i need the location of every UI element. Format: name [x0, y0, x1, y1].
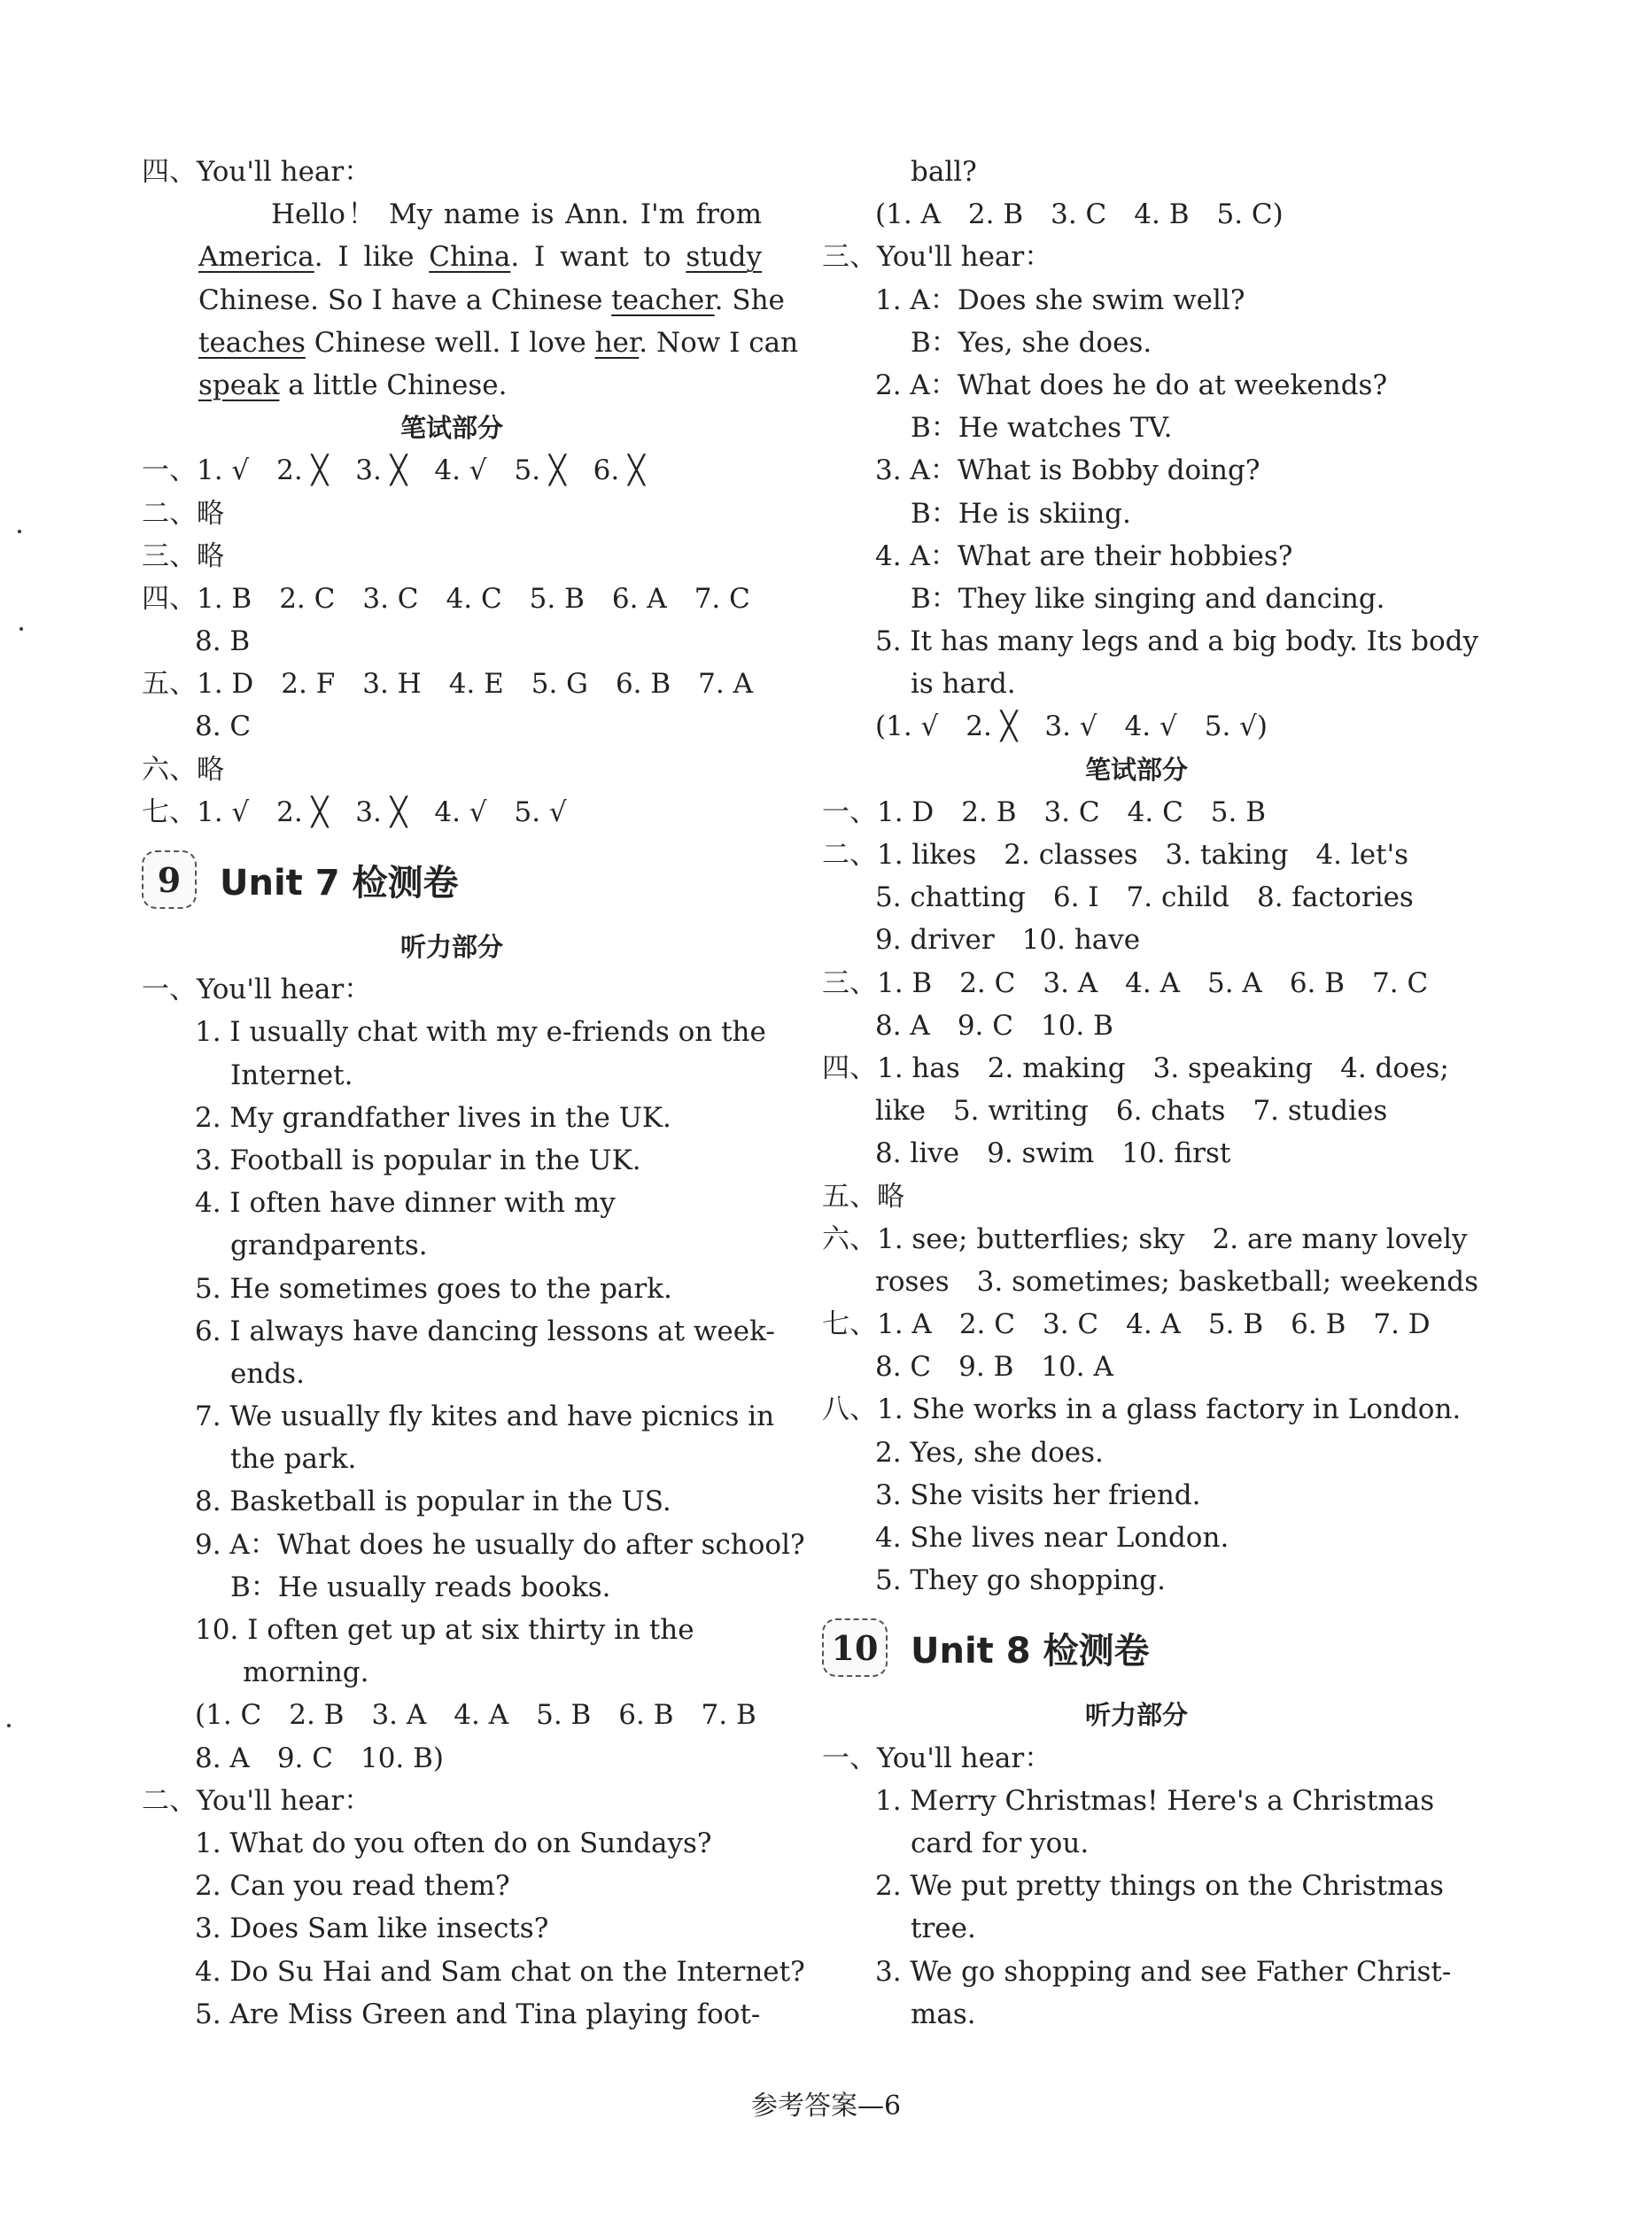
- list-item-cont: morning.: [243, 1656, 369, 1689]
- right-column: [822, 151, 1479, 2036]
- list-item: 8. Basketball is popular in the US.: [195, 1486, 671, 1518]
- list-item: 2. A：What does he do at weekends?: [875, 369, 1388, 401]
- list-item-cont: B：They like singing and dancing.: [911, 582, 1385, 615]
- answer-line: 八、1. She works in a glass factory in London.: [822, 1393, 1462, 1426]
- answer-line: 8. A 9. C 10. B): [195, 1742, 444, 1774]
- list-item: 2. We put pretty things on the Christmas: [875, 1870, 1444, 1903]
- answer-line: 8. B: [195, 625, 251, 658]
- list-item: 5. He sometimes goes to the park.: [195, 1272, 672, 1305]
- answer-line: 六、略: [142, 753, 224, 786]
- list-item: 3. Does Sam like insects?: [195, 1913, 549, 1945]
- list-item: 3. We go shopping and see Father Christ-: [875, 1955, 1452, 1988]
- list-item-cont: tree.: [911, 1913, 976, 1945]
- answer-line: 一、1. √ 2. ╳ 3. ╳ 4. √ 5. ╳ 6. ╳: [142, 454, 645, 487]
- left-column: [142, 151, 805, 2036]
- list-item: 4. I often have dinner with my: [195, 1187, 616, 1220]
- answer-line: (1. √ 2. ╳ 3. √ 4. √ 5. √): [875, 710, 1268, 743]
- answer-line: 8. A 9. C 10. B: [875, 1009, 1113, 1042]
- list-item-cont: the park.: [230, 1443, 357, 1476]
- section-heading: 二、You'll hear：: [142, 1784, 372, 1817]
- passage-line: America. I like China. I want to study: [198, 241, 763, 274]
- answer-line: 七、1. √ 2. ╳ 3. ╳ 4. √ 5. √: [142, 795, 567, 828]
- answer-line: 七、1. A 2. C 3. C 4. A 5. B 6. B 7. D: [822, 1308, 1431, 1341]
- list-item-cont: mas.: [911, 1998, 976, 2030]
- underlined-word: study: [686, 241, 763, 274]
- list-item-cont: Internet.: [230, 1059, 353, 1091]
- underlined-word: her: [594, 326, 640, 359]
- underlined-word: America: [198, 241, 314, 274]
- answer-line: 三、略: [142, 539, 224, 572]
- answer-line: 四、1. has 2. making 3. speaking 4. does;: [822, 1051, 1449, 1084]
- answer-line: 2. Yes, she does.: [875, 1436, 1104, 1469]
- listening-heading: 听力部分: [1084, 1700, 1188, 1731]
- list-item: 1. I usually chat with my e-friends on the: [195, 1016, 766, 1049]
- unit-7-header: [142, 834, 762, 926]
- answer-line: 8. C: [195, 710, 252, 743]
- passage-line: Chinese. So I have a Chinese teacher. She: [198, 283, 785, 316]
- passage-line: teaches Chinese well. I love her. Now I can: [198, 326, 799, 359]
- list-item: 5. It has many legs and a big body. Its body: [875, 625, 1479, 658]
- list-item-cont: card for you.: [911, 1827, 1090, 1859]
- list-item-cont: ball?: [911, 156, 977, 188]
- answer-line: 五、略: [822, 1180, 904, 1213]
- list-item-cont: grandparents.: [230, 1230, 428, 1262]
- section-heading: 三、You'll hear：: [822, 241, 1052, 274]
- unit-number-badge: 10: [822, 1618, 888, 1677]
- list-item: 10. I often get up at six thirty in the: [195, 1614, 694, 1646]
- unit-title: Unit 8 检测卷: [911, 1630, 1150, 1672]
- answer-line: (1. C 2. B 3. A 4. A 5. B 6. B 7. B: [195, 1699, 756, 1732]
- answer-line: 二、1. likes 2. classes 3. taking 4. let's: [822, 839, 1409, 871]
- list-item: 9. A：What does he usually do after school?: [195, 1528, 805, 1561]
- list-item: 7. We usually fly kites and have picnics in: [195, 1400, 775, 1433]
- answer-line: 二、略: [142, 497, 224, 530]
- list-item-cont: B：He is skiing.: [911, 497, 1131, 530]
- margin-dot: [7, 1724, 11, 1727]
- section-heading: 一、You'll hear：: [822, 1742, 1052, 1774]
- margin-dot: [18, 530, 21, 533]
- answer-line: 9. driver 10. have: [875, 924, 1141, 957]
- list-item-cont: B：Yes, she does.: [911, 326, 1152, 359]
- list-item: 2. My grandfather lives in the UK.: [195, 1101, 671, 1134]
- answer-line: 三、1. B 2. C 3. A 4. A 5. A 6. B 7. C: [822, 966, 1429, 999]
- listening-heading: 听力部分: [399, 932, 503, 962]
- section-heading: 四、You'll hear：: [142, 156, 372, 188]
- answer-line: 3. She visits her friend.: [875, 1478, 1201, 1511]
- unit-number-badge: 9: [142, 850, 197, 909]
- list-item: 6. I always have dancing lessons at week-: [195, 1315, 775, 1347]
- answer-line: 5. They go shopping.: [875, 1564, 1166, 1597]
- answer-line: 一、1. D 2. B 3. C 4. C 5. B: [822, 795, 1267, 828]
- answer-line: 六、1. see; butterflies; sky 2. are many lovely: [822, 1222, 1468, 1255]
- list-item: 2. Can you read them?: [195, 1870, 510, 1903]
- list-item: 1. What do you often do on Sundays?: [195, 1827, 712, 1859]
- underlined-word: teacher: [611, 283, 715, 316]
- section-heading: 一、You'll hear：: [142, 974, 372, 1006]
- answer-line: 4. She lives near London.: [875, 1522, 1229, 1554]
- written-heading: 笔试部分: [1084, 754, 1188, 785]
- passage-line: Hello！ My name is Ann. I'm from: [271, 198, 762, 231]
- unit-8-header: [822, 1602, 1451, 1694]
- answer-line: roses 3. sometimes; basketball; weekends: [875, 1265, 1479, 1298]
- list-item: 1. A：Does she swim well?: [875, 283, 1245, 316]
- written-heading: 笔试部分: [399, 413, 503, 444]
- underlined-word: speak: [198, 369, 280, 401]
- list-item-cont: B：He watches TV.: [911, 412, 1173, 445]
- answer-line: 四、1. B 2. C 3. C 4. C 5. B 6. A 7. C: [142, 582, 750, 615]
- list-item: 1. Merry Christmas! Here's a Christmas: [875, 1784, 1435, 1817]
- answer-line: (1. A 2. B 3. C 4. B 5. C): [875, 198, 1284, 231]
- page-footer: 参考答案—6: [750, 2091, 902, 2122]
- list-item-cont: B：He usually reads books.: [230, 1571, 611, 1603]
- list-item-cont: ends.: [230, 1357, 305, 1390]
- answer-line: like 5. writing 6. chats 7. studies: [875, 1095, 1388, 1128]
- list-item: 3. Football is popular in the UK.: [195, 1144, 641, 1176]
- answer-line: 8. C 9. B 10. A: [875, 1351, 1113, 1384]
- margin-dot: [19, 627, 23, 631]
- answer-line: 五、1. D 2. F 3. H 4. E 5. G 6. B 7. A: [142, 668, 753, 701]
- underlined-word: China: [429, 241, 511, 274]
- list-item: 3. A：What is Bobby doing?: [875, 454, 1260, 487]
- answer-line: 5. chatting 6. I 7. child 8. factories: [875, 881, 1414, 914]
- list-item: 5. Are Miss Green and Tina playing foot-: [195, 1998, 761, 2030]
- list-item-cont: is hard.: [911, 668, 1016, 701]
- passage-line: speak a little Chinese.: [198, 369, 508, 401]
- unit-title: Unit 7 检测卷: [220, 862, 459, 904]
- list-item: 4. A：What are their hobbies?: [875, 539, 1293, 572]
- list-item: 4. Do Su Hai and Sam chat on the Internet?: [195, 1955, 805, 1988]
- answer-line: 8. live 9. swim 10. first: [875, 1137, 1231, 1170]
- underlined-word: teaches: [198, 326, 306, 359]
